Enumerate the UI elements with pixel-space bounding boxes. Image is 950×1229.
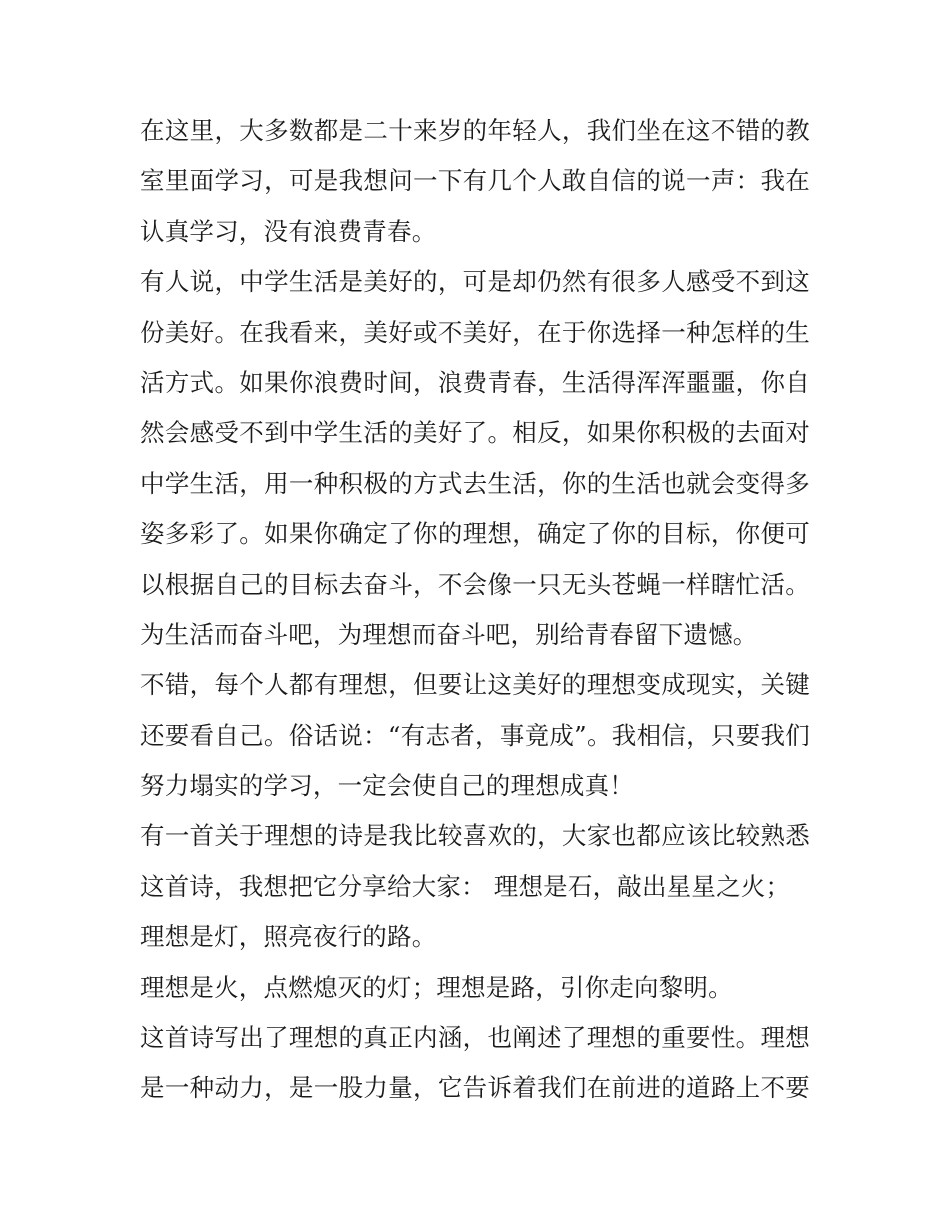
text-line: 室里面学习，可是我想问一下有几个人敢自信的说一声：我在: [140, 166, 810, 196]
paragraph-1: [140, 106, 820, 257]
body-text: [140, 106, 820, 1114]
text-line: 有人说，中学生活是美好的，可是却仍然有很多人感受不到这: [140, 267, 810, 297]
text-line: 份美好。在我看来，美好或不美好，在于你选择一种怎样的生: [140, 317, 810, 347]
text-line: 努力塌实的学习，一定会使自己的理想成真！: [140, 771, 634, 801]
text-line: 姿多彩了。如果你确定了你的理想，确定了你的目标，你便可: [140, 519, 810, 549]
text-line: 为生活而奋斗吧，为理想而奋斗吧，别给青春留下遗憾。: [140, 619, 758, 649]
paragraph-6: [140, 1013, 820, 1114]
text-line: 活方式。如果你浪费时间，浪费青春，生活得浑浑噩噩，你自: [140, 367, 810, 397]
paragraph-2: [140, 257, 820, 660]
text-line: 在这里，大多数都是二十来岁的年轻人，我们坐在这不错的教: [140, 116, 810, 145]
text-line: 是一种动力，是一股力量，它告诉着我们在前进的道路上不要: [140, 1073, 810, 1103]
text-line: 还要看自己。俗话说：“有志者，事竟成”。我相信，只要我们: [140, 720, 810, 750]
text-line: 不错，每个人都有理想，但要让这美好的理想变成现实，关键: [140, 670, 810, 700]
paragraph-3: [140, 660, 820, 811]
text-line: 以根据自己的目标去奋斗，不会像一只无头苍蝇一样瞎忙活。: [140, 569, 810, 599]
paragraph-4: [140, 811, 820, 962]
paragraph-5: [140, 963, 820, 1013]
text-line: 然会感受不到中学生活的美好了。相反，如果你积极的去面对: [140, 418, 810, 448]
text-line: 有一首关于理想的诗是我比较喜欢的，大家也都应该比较熟悉: [140, 821, 810, 851]
text-line: 这首诗写出了理想的真正内涵，也阐述了理想的重要性。理想: [140, 1023, 810, 1053]
text-line: 理想是火，点燃熄灭的灯；理想是路，引你走向黎明。: [140, 972, 733, 1002]
text-line: 这首诗，我想把它分享给大家： 理想是石，敲出星星之火；: [140, 871, 791, 901]
text-line: 中学生活，用一种积极的方式去生活，你的生活也就会变得多: [140, 468, 810, 498]
text-line: 认真学习，没有浪费青春。: [140, 216, 437, 246]
text-line: 理想是灯，照亮夜行的路。: [140, 922, 437, 952]
